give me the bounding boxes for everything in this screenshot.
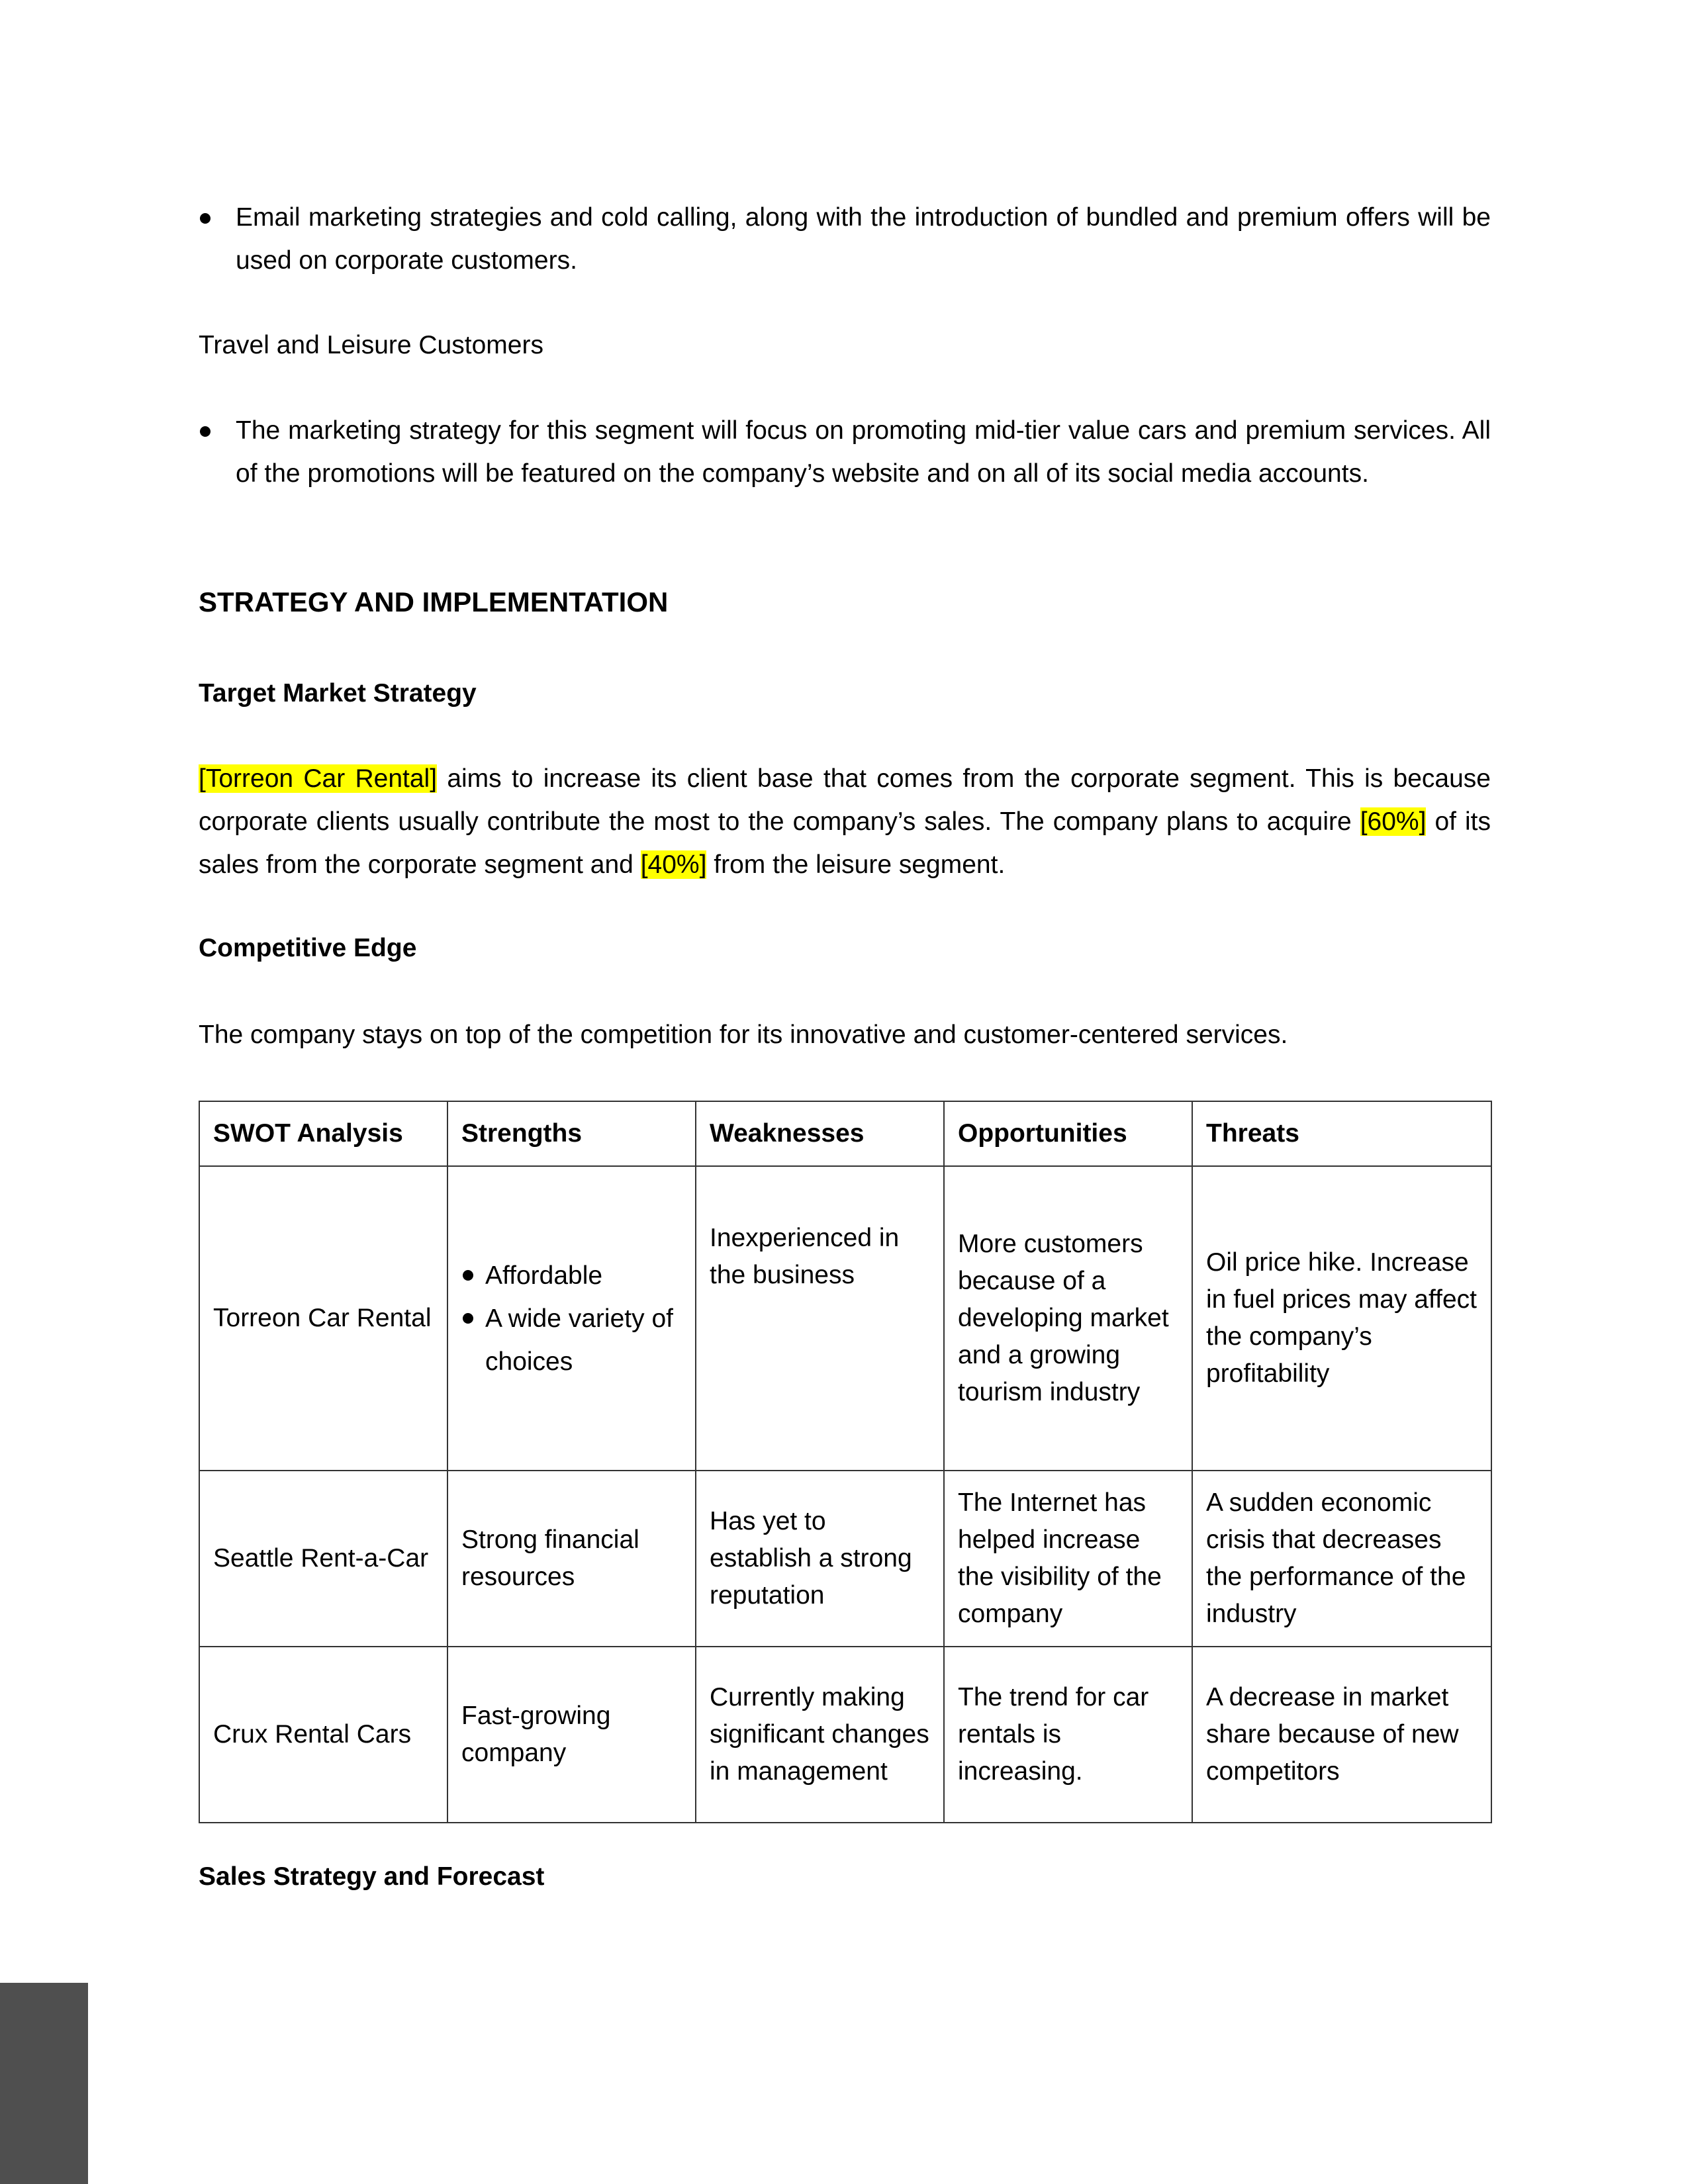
competitive-edge-text: The company stays on top of the competition for its innovative and customer-centered services. xyxy=(199,1021,1288,1049)
table-row xyxy=(199,1471,1491,1647)
leisure-percent-highlight: [40%] xyxy=(640,850,707,879)
subheading-travel: Travel and Leisure Customers xyxy=(199,331,543,359)
threats-cell: Oil price hike. Increase in fuel prices may affect the company’s profitability xyxy=(1192,1166,1491,1471)
table-header-cell: Weaknesses xyxy=(696,1101,944,1166)
competitor-name-cell: Torreon Car Rental xyxy=(199,1166,447,1471)
table-header-cell: Strengths xyxy=(447,1101,696,1166)
swot-table xyxy=(199,1101,1492,1823)
strengths-cell xyxy=(447,1166,696,1471)
competitive-edge-heading: Competitive Edge xyxy=(199,934,417,962)
threats-cell: A sudden economic crisis that decreases the performance of the industry xyxy=(1192,1471,1491,1647)
bullet-text: Email marketing strategies and cold calling, along with the introduction of bundled and premium offers will be used on corporate customers. xyxy=(236,203,1491,275)
table-header-cell: Threats xyxy=(1192,1101,1491,1166)
list-item: Affordable xyxy=(461,1254,682,1297)
corporate-percent-highlight: [60%] xyxy=(1360,807,1427,836)
bullet-item xyxy=(199,196,1491,282)
sales-strategy-heading: Sales Strategy and Forecast xyxy=(199,1862,545,1891)
target-market-paragraph: [Torreon Car Rental] aims to increase its client base that comes from the corporate segment. This is because corporate clients usually contribute the most to the company’s sales. The company plans to acquire [60%] of its sales from the corporate segment and [40%] from the leisure segment. xyxy=(199,764,1491,879)
opportunities-cell: The trend for car rentals is increasing. xyxy=(944,1647,1192,1823)
table-row xyxy=(199,1166,1491,1471)
bullet-icon xyxy=(200,213,211,224)
competitor-name-cell: Seattle Rent-a-Car xyxy=(199,1471,447,1647)
table-header-cell: SWOT Analysis xyxy=(199,1101,447,1166)
threats-cell: A decrease in market share because of new competitors xyxy=(1192,1647,1491,1823)
table-header-row xyxy=(199,1101,1491,1166)
strengths-cell: Fast-growing company xyxy=(447,1647,696,1823)
table-header-cell: Opportunities xyxy=(944,1101,1192,1166)
bullet-icon xyxy=(200,426,211,437)
list-item: A wide variety of choices xyxy=(461,1297,682,1383)
section-title: STRATEGY AND IMPLEMENTATION xyxy=(199,586,669,617)
weaknesses-cell: Currently making significant changes in management xyxy=(696,1647,944,1823)
table-row xyxy=(199,1647,1491,1823)
page-edge-tab xyxy=(0,1983,88,2184)
strengths-cell: Strong financial resources xyxy=(447,1471,696,1647)
bullet-item xyxy=(199,409,1491,495)
weaknesses-cell: Has yet to establish a strong reputation xyxy=(696,1471,944,1647)
company-placeholder-highlight: [Torreon Car Rental] xyxy=(199,764,438,793)
weaknesses-cell: Inexperienced in the business xyxy=(696,1166,944,1471)
competitor-name-cell: Crux Rental Cars xyxy=(199,1647,447,1823)
opportunities-cell: The Internet has helped increase the visibility of the company xyxy=(944,1471,1192,1647)
strengths-list xyxy=(461,1254,682,1383)
bullet-text: The marketing strategy for this segment will focus on promoting mid-tier value cars and premium services. All of the promotions will be featured on the company’s website and on all of its social media accounts. xyxy=(236,416,1491,488)
opportunities-cell: More customers because of a developing market and a growing tourism industry xyxy=(944,1166,1192,1471)
target-market-heading: Target Market Strategy xyxy=(199,679,477,707)
